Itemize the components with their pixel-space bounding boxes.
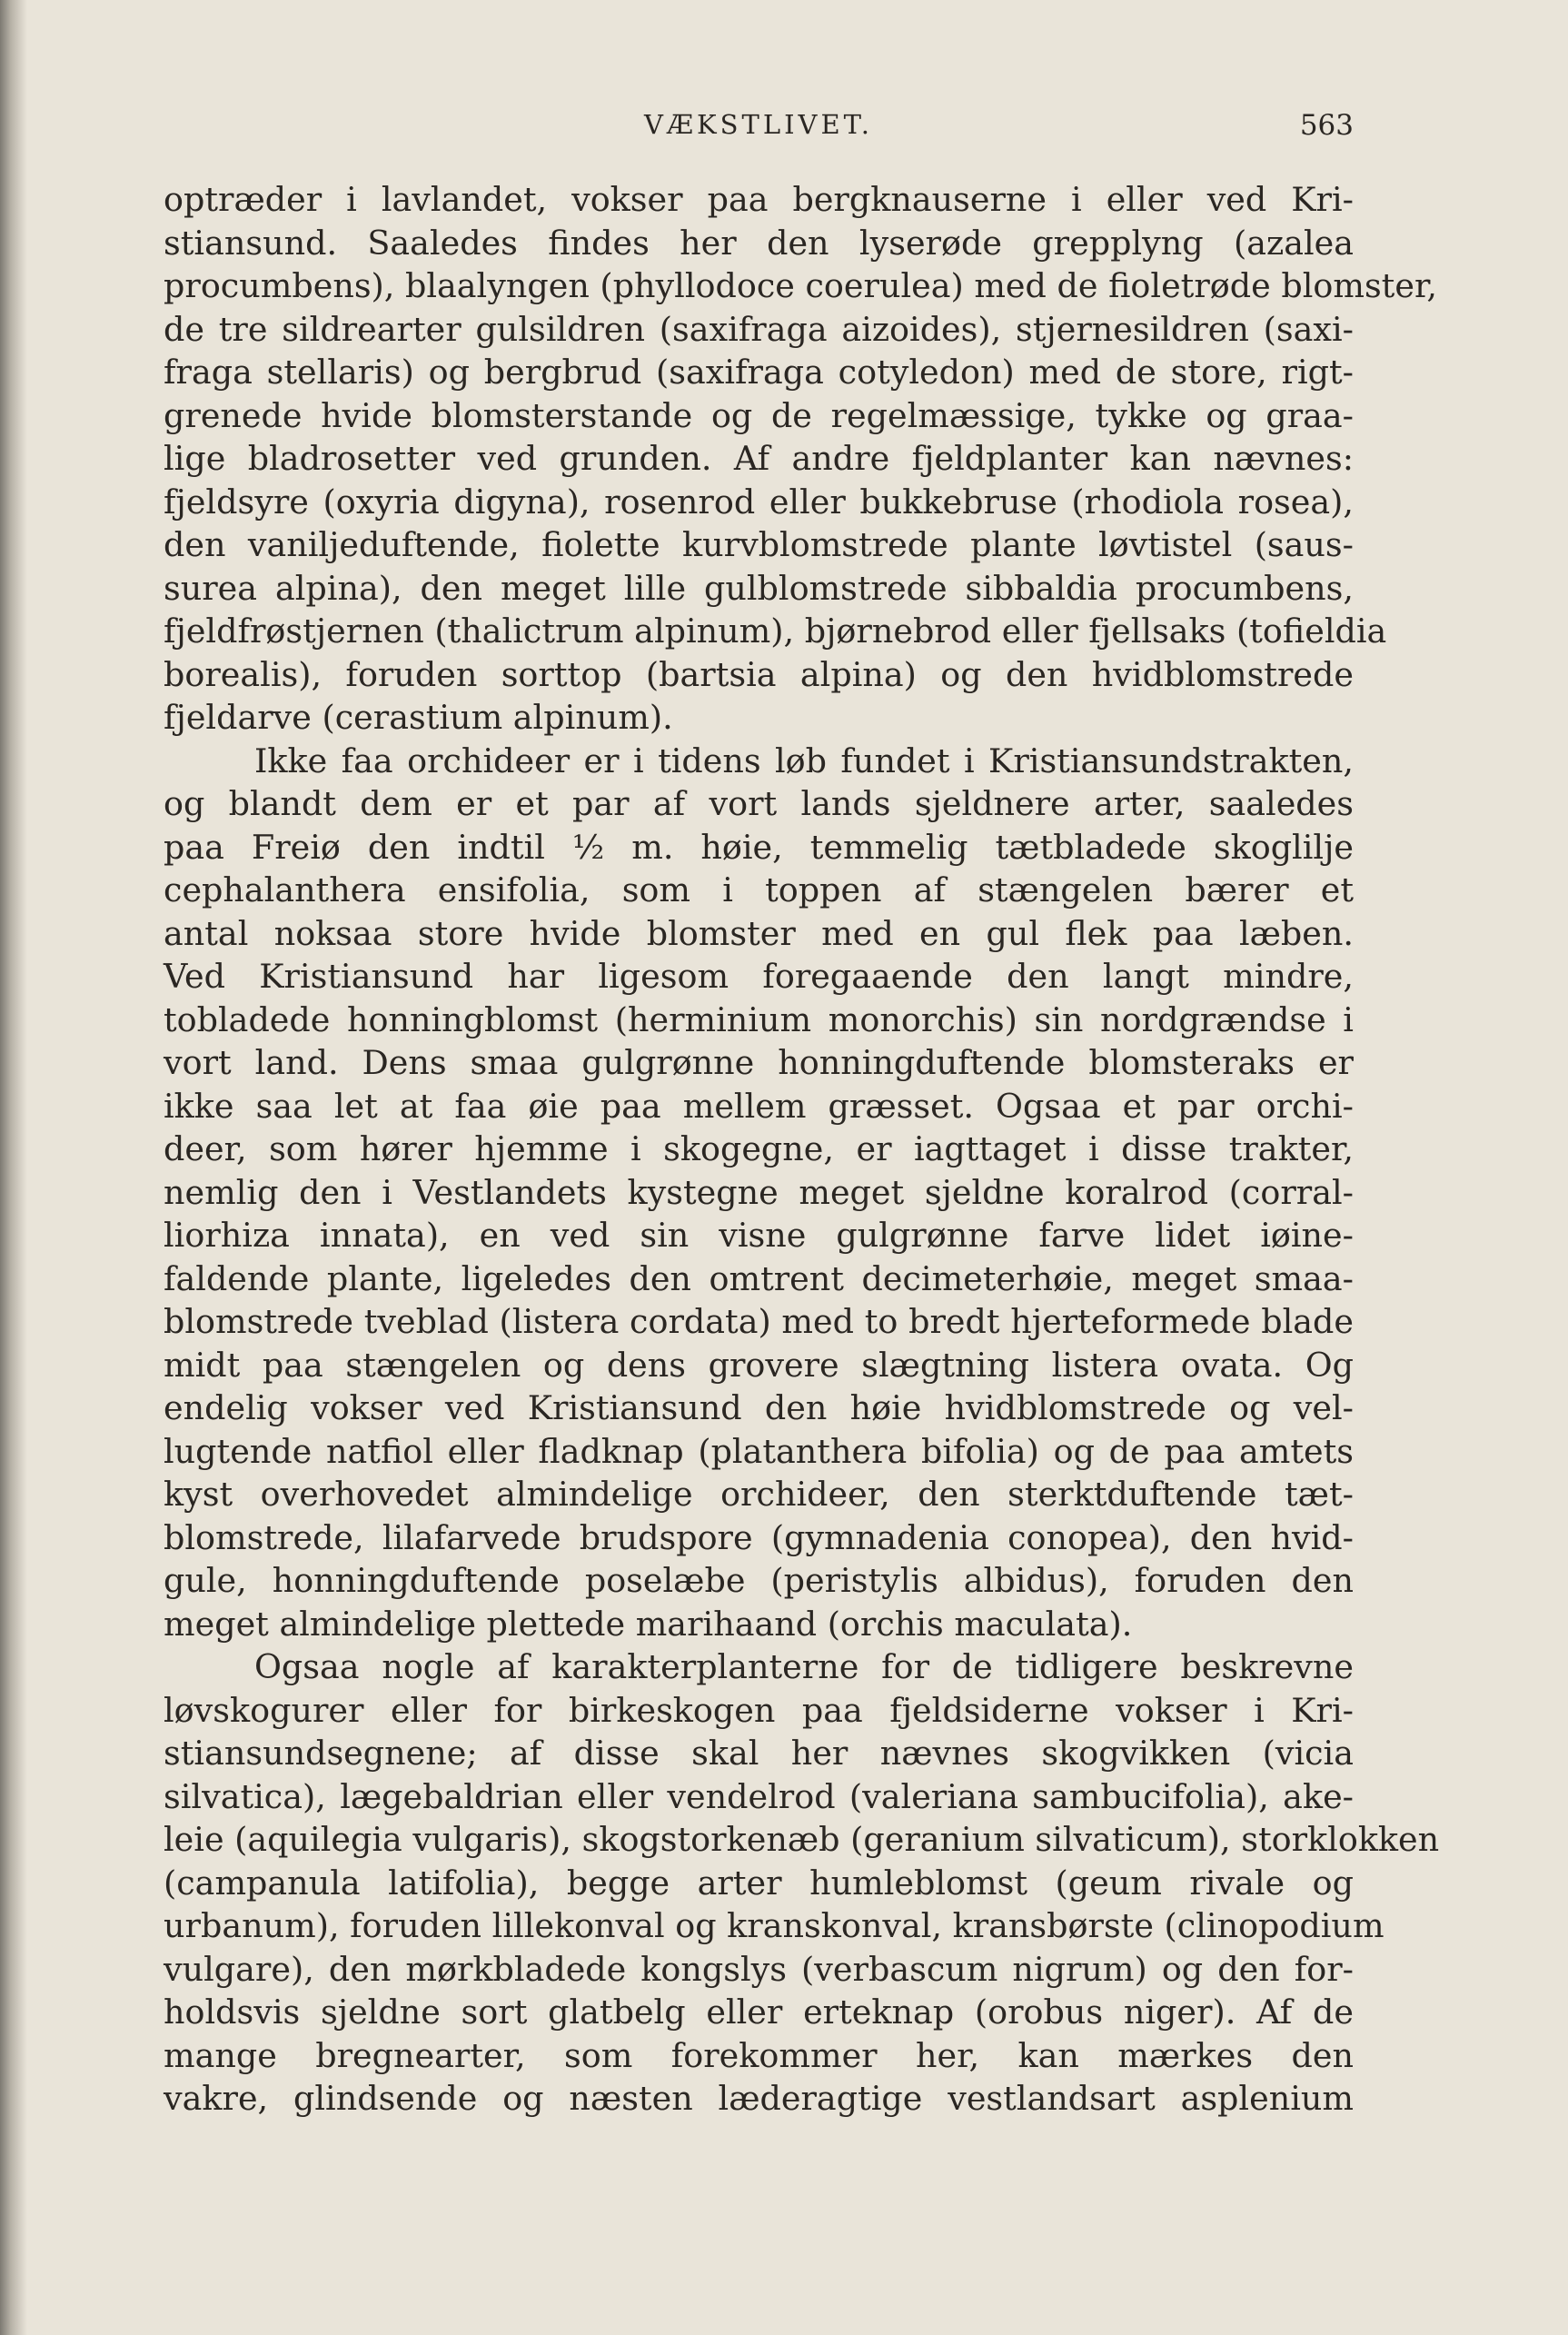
text-line: fraga stellaris) og bergbrud (saxifraga cotyledon) med de store, rigt- <box>164 353 1354 392</box>
text-line: antal noksaa store hvide blomster med en gul flek paa læben. <box>164 913 1354 953</box>
body-text <box>164 178 1440 2121</box>
text-line: faldende plante, ligeledes den omtrent decimeterhøie, meget smaa- <box>164 1258 1354 1298</box>
text-line: silvatica), lægebaldrian eller vendelrod (valeriana sambucifolia), ake- <box>164 1776 1354 1816</box>
text-line: Ved Kristiansund har ligesom foregaaende den langt mindre, <box>164 957 1354 996</box>
text-line: vulgare), den mørkbladede kongslys (verbascum nigrum) og den for- <box>164 1949 1354 1989</box>
text-line: lugtende natfiol eller fladknap (platanthera bifolia) og de paa amtets <box>164 1431 1354 1471</box>
text-line: løvskogurer eller for birkeskogen paa fjeldsiderne vokser i Kri- <box>164 1690 1354 1730</box>
text-line: paa Freiø den indtil ½ m. høie, temmelig tætbladede skoglilje <box>164 827 1354 867</box>
text-line: de tre sildrearter gulsildren (saxifraga aizoides), stjernesildren (saxi- <box>164 309 1354 349</box>
text-line: deer, som hører hjemme i skogegne, er iagttaget i disse trakter, <box>164 1129 1354 1168</box>
page-header <box>164 109 1354 164</box>
text-line: holdsvis sjeldne sort glatbelg eller erteknap (orobus niger). Af de <box>164 1992 1354 2032</box>
text-line: tobladede honningblomst (herminium monorchis) sin nordgrændse i <box>164 999 1354 1039</box>
text-line: meget almindelige plettede marihaand (orchis maculata). <box>164 1604 1133 1644</box>
running-title: VÆKSTLIVET. <box>644 109 873 140</box>
text-line: blomstrede, lilafarvede brudspore (gymnadenia conopea), den hvid- <box>164 1517 1354 1557</box>
text-line: endelig vokser ved Kristiansund den høie hvidblomstrede og vel- <box>164 1388 1354 1427</box>
text-line: kyst overhovedet almindelige orchideer, den sterktduftende tæt- <box>164 1475 1354 1514</box>
book-binding-shadow <box>0 0 27 2335</box>
text-line: optræder i lavlandet, vokser paa bergknauserne i eller ved Kri- <box>164 180 1354 219</box>
text-line: Ikke faa orchideer er i tidens løb fundet i Kristiansundstrakten, <box>254 740 1354 780</box>
text-line: ikke saa let at faa øie paa mellem græsset. Ogsaa et par orchi- <box>164 1086 1354 1126</box>
text-line: fjeldfrøstjernen (thalictrum alpinum), bjørnebrod eller fjellsaks (tofieldia <box>164 611 1387 651</box>
text-line: og blandt dem er et par af vort lands sjeldnere arter, saaledes <box>164 784 1354 823</box>
text-line: vort land. Dens smaa gulgrønne honningduftende blomsteraks er <box>164 1043 1354 1082</box>
text-line: borealis), foruden sorttop (bartsia alpina) og den hvidblomstrede <box>164 654 1354 694</box>
text-line: nemlig den i Vestlandets kystegne meget sjeldne koralrod (corral- <box>164 1172 1354 1212</box>
text-line: leie (aquilegia vulgaris), skogstorkenæb (geranium silvaticum), storklokken <box>164 1820 1440 1859</box>
text-line: lige bladrosetter ved grunden. Af andre fjeldplanter kan nævnes: <box>164 439 1354 478</box>
text-line: surea alpina), den meget lille gulblomstrede sibbaldia procumbens, <box>164 568 1354 608</box>
text-line: Ogsaa nogle af karakterplanterne for de tidligere beskrevne <box>254 1647 1354 1686</box>
text-line: fjeldsyre (oxyria digyna), rosenrod eller bukkebruse (rhodiola rosea), <box>164 482 1354 522</box>
text-line: blomstrede tveblad (listera cordata) med to bredt hjerteformede blade <box>164 1302 1354 1341</box>
text-line: (campanula latifolia), begge arter humleblomst (geum rivale og <box>164 1863 1354 1903</box>
text-line: den vaniljeduftende, fiolette kurvblomstrede plante løvtistel (saus- <box>164 525 1354 564</box>
text-line: grenede hvide blomsterstande og de regelmæssige, tykke og graa- <box>164 395 1354 435</box>
text-line: mange bregnearter, som forekommer her, kan mærkes den <box>164 2035 1354 2075</box>
text-line: gule, honningduftende poselæbe (peristylis albidus), foruden den <box>164 1561 1354 1600</box>
text-line: fjeldarve (cerastium alpinum). <box>164 698 673 737</box>
text-line: stiansundsegnene; af disse skal her nævnes skogvikken (vicia <box>164 1734 1354 1773</box>
text-line: vakre, glindsende og næsten læderagtige vestlandsart asplenium <box>164 2079 1354 2118</box>
text-line: procumbens), blaalyngen (phyllodoce coerulea) med de fioletrøde blomster, <box>164 266 1437 305</box>
text-line: urbanum), foruden lillekonval og kranskonval, kransbørste (clinopodium <box>164 1906 1384 1945</box>
text-line: midt paa stængelen og dens grovere slægtning listera ovata. Og <box>164 1345 1354 1385</box>
text-line: liorhiza innata), en ved sin visne gulgrønne farve lidet iøine- <box>164 1216 1354 1255</box>
page-number: 563 <box>1299 109 1354 142</box>
text-line: stiansund. Saaledes findes her den lyserøde grepplyng (azalea <box>164 223 1354 263</box>
text-line: cephalanthera ensifolia, som i toppen af stængelen bærer et <box>164 870 1354 909</box>
